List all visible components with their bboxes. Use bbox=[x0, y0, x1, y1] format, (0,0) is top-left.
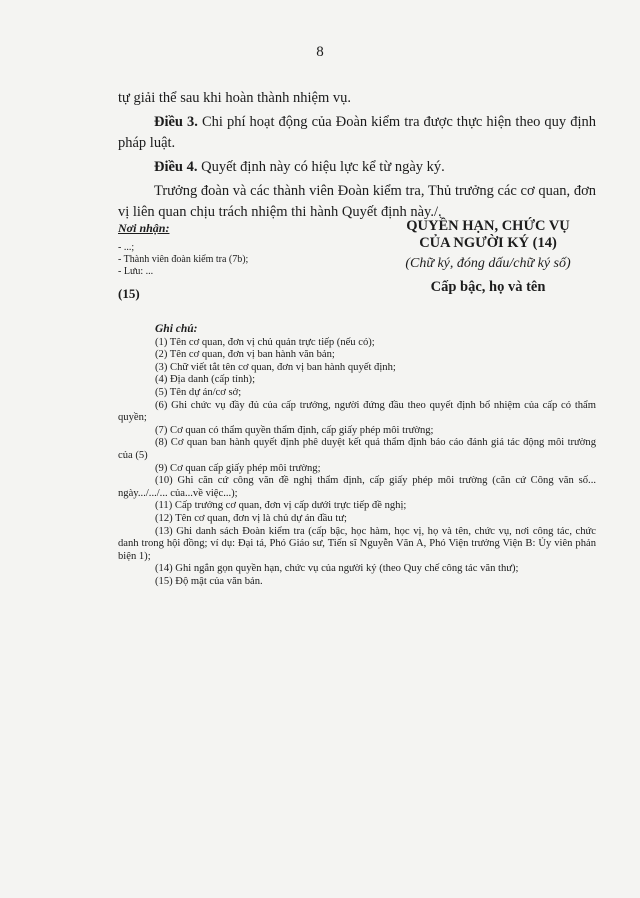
article-4 bbox=[118, 157, 596, 178]
note-item: (1) Tên cơ quan, đơn vị chủ quản trực tiếp (nếu có); bbox=[155, 336, 375, 348]
signer-position-line-1: QUYỀN HẠN, CHỨC VỤ bbox=[406, 218, 570, 234]
continued-line: tự giải thể sau khi hoàn thành nhiệm vụ. bbox=[118, 90, 351, 106]
signature-block bbox=[372, 218, 604, 296]
note-item: (8) Cơ quan ban hành quyết định phê duyệt kết quả thẩm định báo cáo đánh giá tác động môi trường của (5) bbox=[118, 437, 596, 461]
recipient-item: - Thành viên đoàn kiểm tra (7b); bbox=[118, 254, 249, 265]
note-item: (13) Ghi danh sách Đoàn kiểm tra (cấp bậc, học hàm, học vị, họ và tên, chức vụ, nơi công tác, chức danh trong hội đồng; ví dụ: Đại tá, Phó Giáo sư, Tiến sĩ Nguyễn Văn A, Phó Viện trưởng Viện B: Ủy viên phản biện 1); bbox=[118, 525, 596, 562]
closing-paragraph: Trưởng đoàn và các thành viên Đoàn kiểm tra, Thủ trưởng các cơ quan, đơn vị liên quan chịu trách nhiệm thi hành Quyết định này./. bbox=[118, 183, 596, 220]
note-item: (6) Ghi chức vụ đầy đủ của cấp trưởng, người đứng đầu theo quyết định bổ nhiệm của cấp có thẩm quyền; bbox=[118, 399, 596, 424]
document-body bbox=[118, 88, 596, 223]
note-item: (7) Cơ quan có thẩm quyền thẩm định, cấp giấy phép môi trường; bbox=[155, 424, 434, 436]
note-item: (14) Ghi ngắn gọn quyền hạn, chức vụ của người ký (theo Quy chế công tác văn thư); bbox=[155, 563, 519, 575]
article-3 bbox=[118, 112, 596, 154]
recipient-item: - ...; bbox=[118, 242, 135, 253]
page-number: 8 bbox=[316, 44, 324, 60]
recipients-block bbox=[118, 221, 318, 302]
note-item: (3) Chữ viết tắt tên cơ quan, đơn vị ban hành quyết định; bbox=[155, 361, 396, 373]
signer-name: Cấp bậc, họ và tên bbox=[430, 279, 546, 295]
note-item: (4) Địa danh (cấp tỉnh); bbox=[155, 374, 256, 386]
note-item: (15) Độ mật của văn bản. bbox=[155, 575, 263, 587]
note-item: (2) Tên cơ quan, đơn vị ban hành văn bản; bbox=[155, 349, 335, 361]
note-item: (9) Cơ quan cấp giấy phép môi trường; bbox=[155, 462, 321, 474]
note-item: (12) Tên cơ quan, đơn vị là chủ dự án đầu tư; bbox=[155, 512, 347, 524]
article-4-text: Quyết định này có hiệu lực kể từ ngày ký. bbox=[197, 159, 445, 175]
signer-position-line-2: CỦA NGƯỜI KÝ (14) bbox=[419, 235, 557, 251]
article-4-label: Điều 4. bbox=[154, 159, 198, 175]
article-3-label: Điều 3. bbox=[154, 114, 198, 130]
note-item: (11) Cấp trưởng cơ quan, đơn vị cấp dưới trực tiếp đề nghị; bbox=[155, 500, 407, 512]
note-item: (10) Ghi căn cứ công văn đề nghị thẩm định, cấp giấy phép môi trường (căn cứ Công văn số... ngày.../.../... của...về việc...); bbox=[118, 475, 596, 499]
recipient-item: - Lưu: ... bbox=[118, 266, 154, 277]
security-code: (15) bbox=[118, 286, 140, 301]
note-item: (5) Tên dự án/cơ sở; bbox=[155, 386, 242, 398]
article-3-text: Chi phí hoạt động của Đoàn kiểm tra được thực hiện theo quy định pháp luật. bbox=[118, 114, 596, 151]
signature-note: (Chữ ký, đóng dấu/chữ ký số) bbox=[405, 256, 571, 271]
notes-section bbox=[118, 323, 596, 588]
recipients-title: Nơi nhận: bbox=[118, 221, 170, 235]
notes-title: Ghi chú: bbox=[155, 323, 198, 335]
